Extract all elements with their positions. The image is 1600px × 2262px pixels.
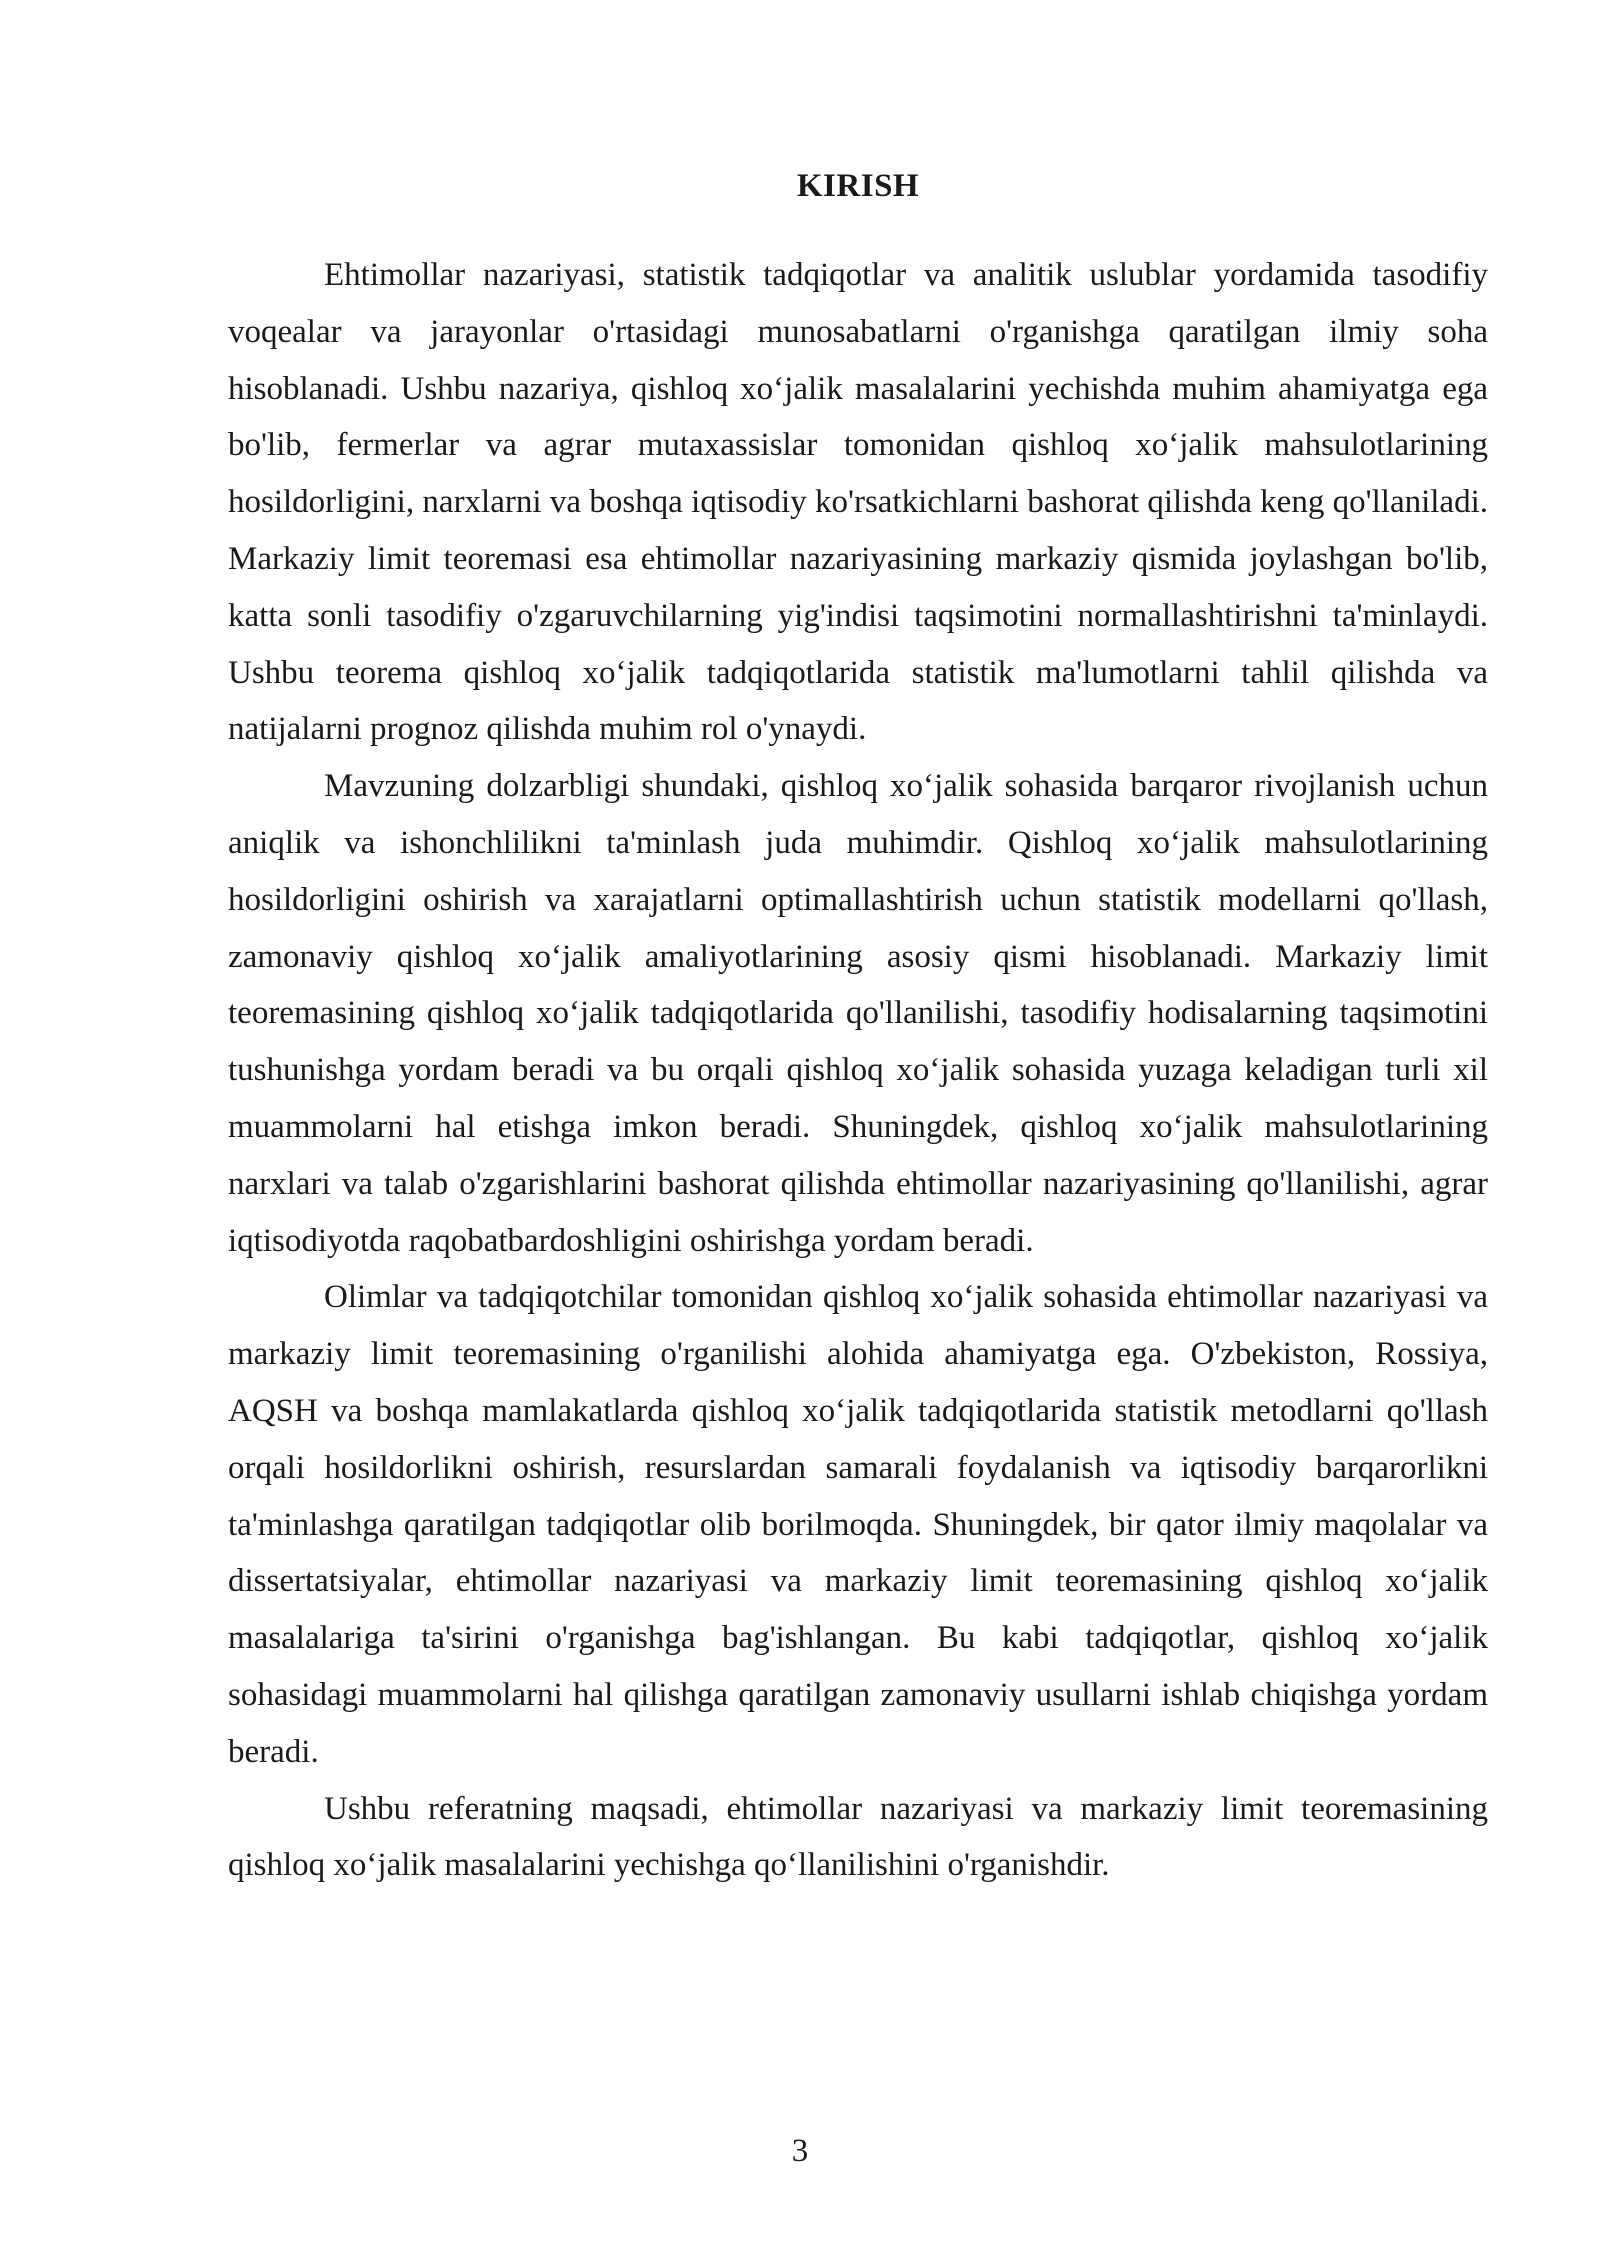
paragraph-relevance: Mavzuning dolzarbligi shundaki, qishloq xo‘jalik sohasida barqaror rivojlanish uchun aniqlik va ishonchlilikni ta'minlash juda muhimdir. Qishloq xo‘jalik mahsulotlarining hosildorligini oshirish va xarajatlarni optimallashtirish uchun statistik modellarni qo'llash, zamonaviy qishloq xo‘jalik amaliyotlarining asosiy qismi hisoblanadi. Markaziy limit teoremasining qishloq xo‘jalik tadqiqotlarida qo'llanilishi, tasodifiy hodisalarning taqsimotini tushunishga yordam beradi va bu orqali qishloq xo‘jalik sohasida yuzaga keladigan turli xil muammolarni hal etishga imkon beradi. Shuningdek, qishloq xo‘jalik mahsulotlarining narxlari va talab o'zgarishlarini bashorat qilishda ehtimollar nazariyasining qo'llanilishi, agrar iqtisodiyotda raqobatbardoshligini oshirishga yordam beradi. bbox=[228, 768, 1488, 1259]
page-number: 3 bbox=[791, 2133, 809, 2169]
paragraph-intro: Ehtimollar nazariyasi, statistik tadqiqotlar va analitik uslublar yordamida tasodifiy voqealar va jarayonlar o'rtasidagi munosabatlarni o'rganishga qaratilgan ilmiy soha hisoblanadi. Ushbu nazariya, qishloq xo‘jalik masalalarini yechishda muhim ahamiyatga ega bo'lib, fermerlar va agrar mutaxassislar tomonidan qishloq xo‘jalik mahsulotlarining hosildorligini, narxlarni va boshqa iqtisodiy ko'rsatkichlarni bashorat qilishda keng qo'llaniladi. Markaziy limit teoremasi esa ehtimollar nazariyasining markaziy qismida joylashgan bo'lib, katta sonli tasodifiy o'zgaruvchilarning yig'indisi taqsimotini normallashtirishni ta'minlaydi. Ushbu teorema qishloq xo‘jalik tadqiqotlarida statistik ma'lumotlarni tahlil qilishda va natijalarni prognoz qilishda muhim rol o'ynaydi. bbox=[228, 257, 1488, 748]
body-text bbox=[228, 247, 1488, 1894]
paragraph-purpose: Ushbu referatning maqsadi, ehtimollar nazariyasi va markaziy limit teoremasining qishloq xo‘jalik masalalarini yechishga qo‘llanilishini o'rganishdir. bbox=[228, 1790, 1488, 1884]
section-heading: KIRISH bbox=[796, 168, 920, 204]
paragraph-research: Olimlar va tadqiqotchilar tomonidan qishloq xo‘jalik sohasida ehtimollar nazariyasi va markaziy limit teoremasining o'rganilishi alohida ahamiyatga ega. O'zbekiston, Rossiya, AQSH va boshqa mamlakatlarda qishloq xo‘jalik tadqiqotlarida statistik metodlarni qo'llash orqali hosildorlikni oshirish, resurslardan samarali foydalanish va iqtisodiy barqarorlikni ta'minlashga qaratilgan tadqiqotlar olib borilmoqda. Shuningdek, bir qator ilmiy maqolalar va dissertatsiyalar, ehtimollar nazariyasi va markaziy limit teoremasining qishloq xo‘jalik masalalariga ta'sirini o'rganishga bag'ishlangan. Bu kabi tadqiqotlar, qishloq xo‘jalik sohasidagi muammolarni hal qilishga qaratilgan zamonaviy usullarni ishlab chiqishga yordam beradi. bbox=[228, 1279, 1488, 1770]
